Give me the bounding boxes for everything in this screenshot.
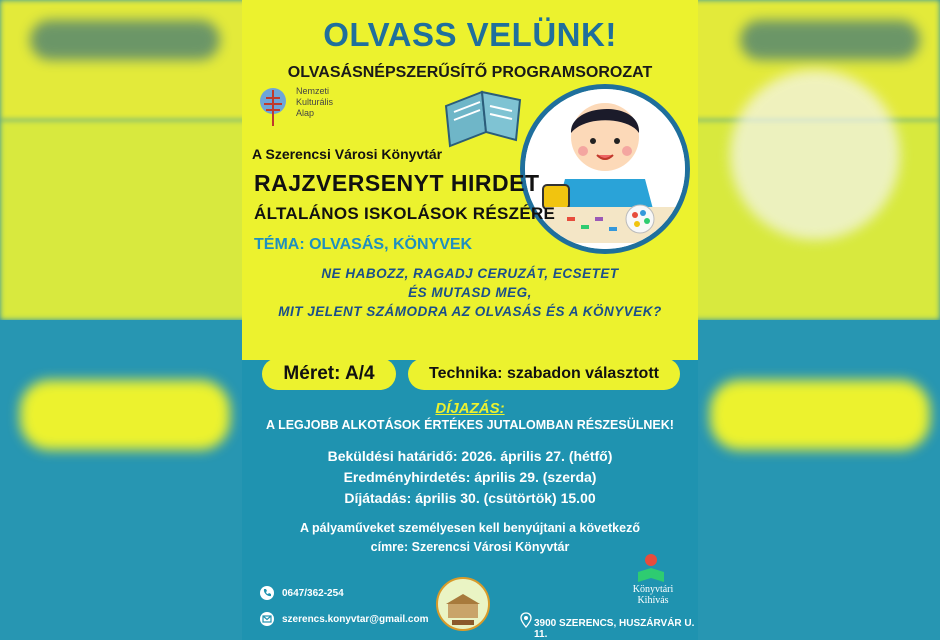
dates-list [242,446,698,509]
call-to-action [242,264,698,321]
email-icon [260,612,274,626]
award-date: Díjátadás: április 30. (csütörtök) 15.00 [344,490,596,506]
child-drawing-icon [525,89,685,249]
poster [242,0,698,640]
nka-line-2: Kulturális [296,97,334,107]
partner-line-1: Könyvtári [632,584,674,595]
results-date: Eredményhirdetés: április 29. (szerda) [343,469,597,485]
cultural-center-seal [430,574,496,636]
size-badge: Méret: A/4 [262,358,396,390]
nka-line-3: Alap [296,108,315,118]
phone-number[interactable]: 0647/362-254 [282,588,344,599]
cta-line-1: NE HABOZZ, RAGADJ CERUZÁT, ECSETET [321,266,619,281]
organizer-text: A Szerencsi Városi Könyvtár [252,146,443,162]
book-illustration-icon [442,86,526,148]
theme: TÉMA: OLVASÁS, KÖNYVEK [254,236,473,253]
partner-logo-text [625,584,681,606]
nka-line-1: Nemzeti [296,86,330,96]
poster-title: OLVASS VELÜNK! [323,16,617,53]
poster-subtitle: OLVASÁSNÉPSZERŰSÍTŐ PROGRAMSOROZAT [287,64,653,81]
cta-line-3: MIT JELENT SZÁMODRA AZ OLVASÁS ÉS A KÖNYVEK? [278,304,662,319]
deadline-date: Beküldési határidő: 2026. április 27. (hétfő) [327,448,613,464]
submit-line-1: A pályaműveket személyesen kell benyújtani a következő [300,521,640,535]
submit-line-2: címre: Szerencsi Városi Könyvtár [370,540,570,554]
headline: RAJZVERSENYT HIRDET [254,170,540,196]
audience: ÁLTALÁNOS ISKOLÁSOK RÉSZÉRE [254,204,556,223]
cta-line-2: ÉS MUTASD MEG, [408,285,532,300]
location-pin-icon [520,612,532,628]
nka-emblem-icon [258,86,288,130]
address: 3900 SZERENCS, HUSZÁRVÁR U. 11. [534,618,695,640]
prize-text: A LEGJOBB ALKOTÁSOK ÉRTÉKES JUTALOMBAN RÉSZESÜLNEK! [266,418,674,432]
nka-logo [258,86,368,130]
partner-line-2: Kihívás [637,595,669,606]
phone-icon [260,586,274,600]
prize-heading: DÍJAZÁS: [435,400,505,417]
technique-badge: Technika: szabadon választott [408,358,680,390]
child-drawing-illustration [520,84,690,254]
email-address[interactable]: szerencs.konyvtar@gmail.com [282,614,429,625]
